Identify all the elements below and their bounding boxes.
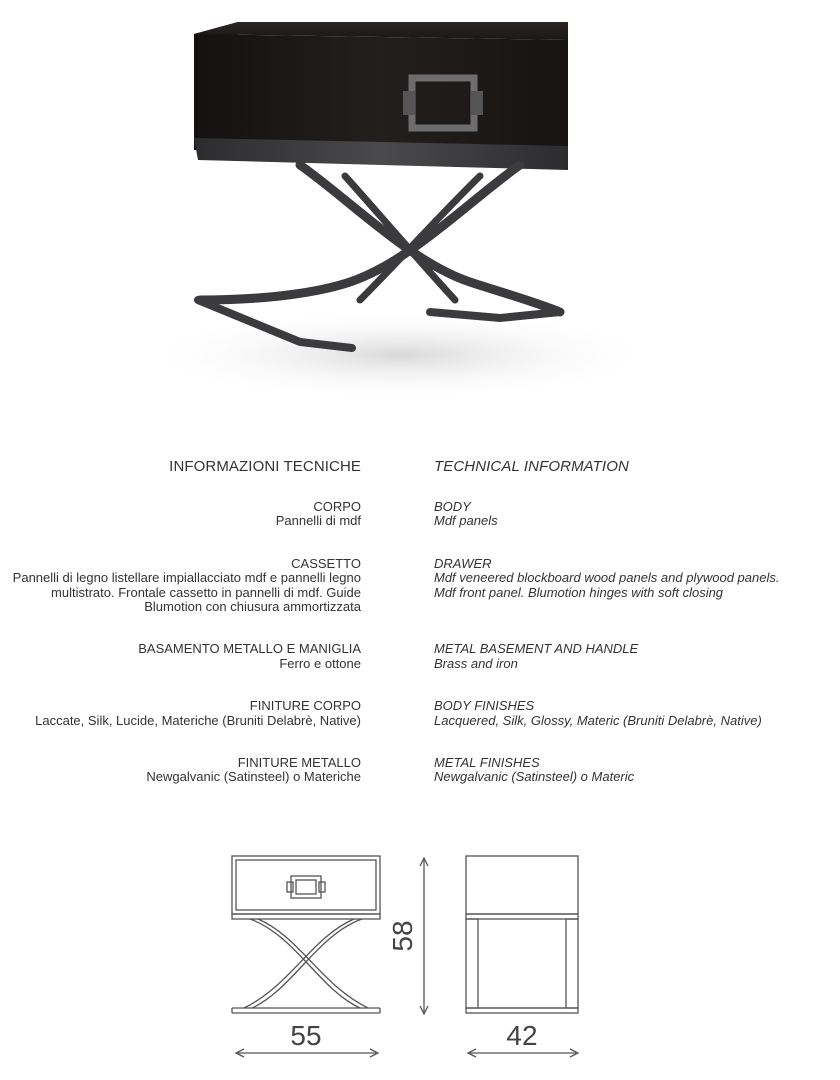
heading-italian: INFORMAZIONI TECNICHE <box>169 458 361 475</box>
spec-title: DRAWER <box>434 555 492 571</box>
spec-title: METAL FINISHES <box>434 755 540 771</box>
floor-shadow <box>140 310 660 400</box>
spec-section <box>13 699 361 728</box>
spec-title: CORPO <box>313 499 361 514</box>
spec-title: METAL BASEMENT AND HANDLE <box>434 641 639 657</box>
spec-title: BODY FINISHES <box>434 698 535 714</box>
spec-section <box>434 756 779 785</box>
spec-section <box>13 756 361 785</box>
spec-line: Newgalvanic (Satinsteel) o Materiche <box>146 769 361 785</box>
spec-title: FINITURE METALLO <box>237 755 361 771</box>
spec-line: Mdf panels <box>434 513 498 529</box>
spec-line: Ferro e ottone <box>279 655 361 671</box>
spec-title: FINITURE CORPO <box>249 698 361 714</box>
spec-line: Newgalvanic (Satinsteel) o Materic <box>434 769 635 785</box>
dimension-width-label: 55 <box>290 1020 322 1051</box>
spec-line: Pannelli di mdf <box>275 513 361 529</box>
spec-line: Pannelli di legno listellare impiallacciato mdf e pannelli legno <box>12 570 361 586</box>
side-view <box>466 856 578 1013</box>
spec-section <box>434 557 779 600</box>
spec-title: BASAMENTO METALLO E MANIGLIA <box>138 641 361 657</box>
spec-line: Mdf veneered blockboard wood panels and plywood panels. <box>434 570 780 586</box>
spec-section <box>434 642 779 671</box>
dimension-height-label: 58 <box>387 920 418 952</box>
spec-line: Laccate, Silk, Lucide, Materiche (Bruniti Delabrè, Native) <box>35 712 361 728</box>
spec-section <box>13 642 361 671</box>
spec-title: CASSETTO <box>291 555 361 571</box>
spec-line: Brass and iron <box>434 655 518 671</box>
spec-section <box>434 500 779 529</box>
spec-line: Blumotion con chiusura ammortizzata <box>144 599 361 615</box>
spec-line: Mdf front panel. Blumotion hinges with soft closing <box>434 584 724 600</box>
front-view <box>232 856 380 1013</box>
technical-drawing <box>0 840 840 1080</box>
specs-italian <box>13 500 361 785</box>
spec-section <box>13 557 361 615</box>
heading-english: TECHNICAL INFORMATION <box>434 458 629 475</box>
specs-english <box>434 500 779 785</box>
spec-section <box>13 500 361 529</box>
spec-title: BODY <box>434 499 471 514</box>
spec-line: Lacquered, Silk, Glossy, Materic (Bruniti Delabrè, Native) <box>434 712 762 728</box>
spec-line: multistrato. Frontale cassetto in pannelli di mdf. Guide <box>51 584 361 600</box>
drawer-front <box>194 34 568 150</box>
dimension-depth-label: 42 <box>506 1020 538 1051</box>
handle-icon <box>287 876 325 898</box>
product-photo <box>0 0 840 420</box>
spec-section <box>434 699 779 728</box>
